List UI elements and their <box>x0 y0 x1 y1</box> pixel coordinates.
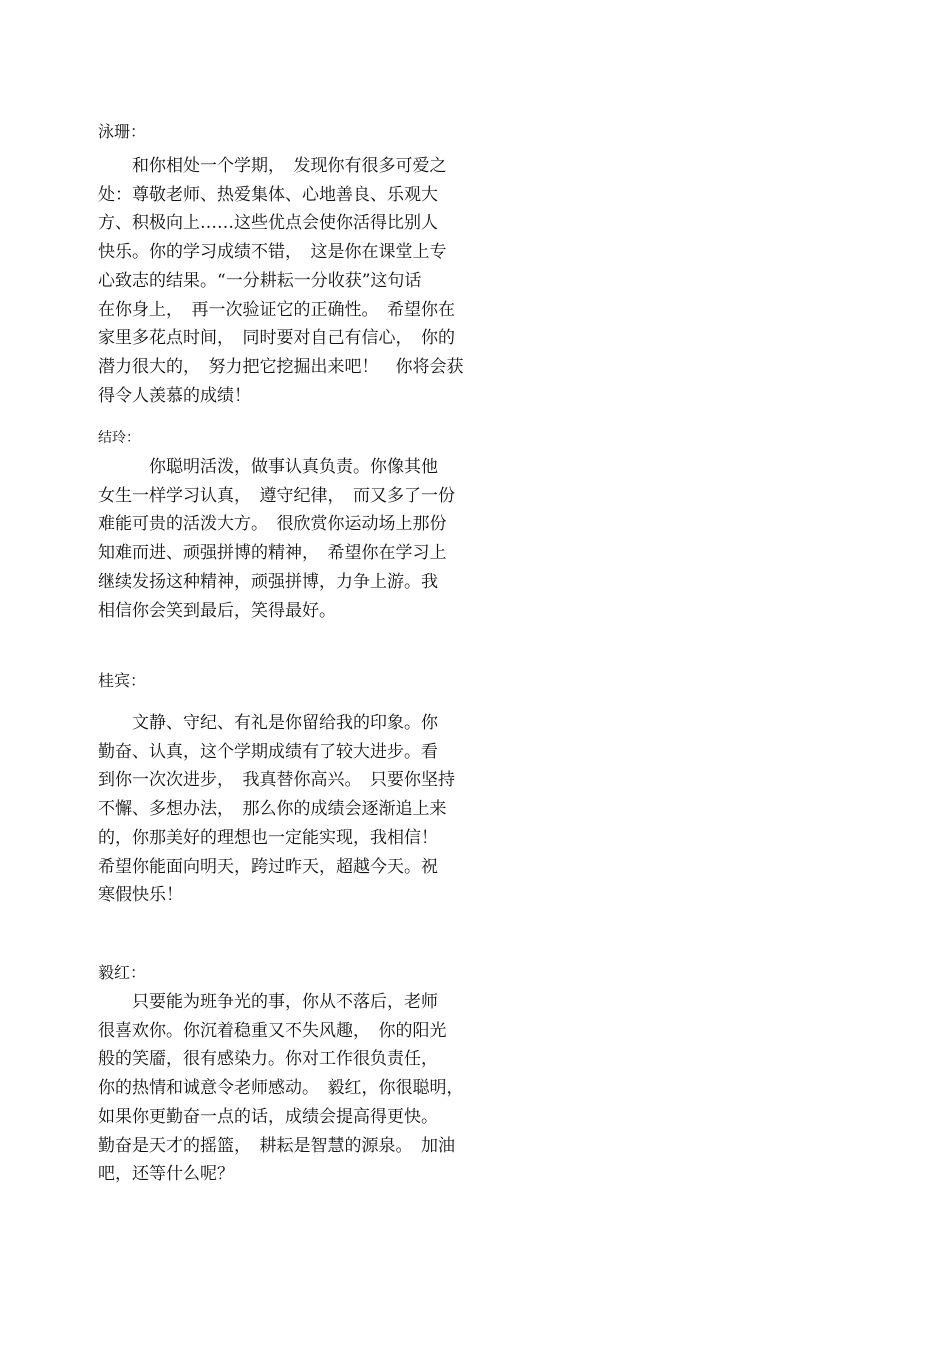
comment-paragraph <box>98 152 476 410</box>
text-line: 快乐。你的学习成绩不错， 这是你在课堂上专 <box>98 242 447 263</box>
student-name: 泳珊： <box>98 122 147 141</box>
student-name: 结玲： <box>98 430 140 446</box>
text-line: 寒假快乐！ <box>98 885 183 906</box>
text-line: 潜力很大的， 努力把它挖掘出来吧！ 你将会获 <box>98 356 464 377</box>
text-line: 处：尊敬老师、热爱集体、心地善良、乐观大 <box>98 184 438 205</box>
text-line: 不懈、多想办法， 那么你的成绩会逐渐追上来 <box>98 799 447 820</box>
text-line: 女生一样学习认真， 遵守纪律， 而又多了一份 <box>98 485 455 506</box>
text-line: 只要能为班争光的事，你从不落后，老师 <box>98 992 438 1012</box>
text-line: 在你身上， 再一次验证它的正确性。 希望你在 <box>98 299 455 320</box>
comment-paragraph <box>98 453 476 625</box>
text-line: 很喜欢你。你沉着稳重又不失风趣， 你的阳光 <box>98 1020 447 1041</box>
text-line: 到你一次次进步， 我真替你高兴。 只要你坚持 <box>98 770 455 791</box>
comment-paragraph <box>98 988 476 1189</box>
text-line: 心致志的结果。“一分耕耘一分收获”这句话 <box>98 270 422 291</box>
text-line: 知难而进、顽强拼博的精神， 希望你在学习上 <box>98 543 447 564</box>
student-name: 毅红： <box>98 963 147 982</box>
text-line: 你聪明活泼，做事认真负责。你像其他 <box>98 457 438 477</box>
text-line: 勤奋是天才的摇篮， 耕耘是智慧的源泉。 加油 <box>98 1135 455 1156</box>
text-line: 勤奋、认真，这个学期成绩有了较大进步。看 <box>98 741 438 762</box>
text-line: 继续发扬这种精神，顽强拼博，力争上游。我 <box>98 571 438 592</box>
text-line: 文静、守纪、有礼是你留给我的印象。你 <box>98 713 438 733</box>
text-line: 你的热情和诚意令老师感动。 毅红，你很聪明， <box>98 1078 464 1099</box>
text-line: 得令人羡慕的成绩！ <box>98 385 251 406</box>
text-line: 吧，还等什么呢？ <box>98 1164 234 1185</box>
text-line: 难能可贵的活泼大方。 很欣赏你运动场上那份 <box>98 514 447 535</box>
comment-paragraph <box>98 709 476 910</box>
text-line: 相信你会笑到最后，笑得最好。 <box>98 600 336 621</box>
text-line: 如果你更勤奋一点的话，成绩会提高得更快。 <box>98 1106 438 1127</box>
text-line: 般的笑靥，很有感染力。你对工作很负责任， <box>98 1049 438 1070</box>
text-line: 和你相处一个学期， 发现你有很多可爱之 <box>98 156 447 176</box>
text-line: 的，你那美好的理想也一定能实现，我相信！ <box>98 827 438 848</box>
text-line: 方、积极向上……这些优点会使你活得比别人 <box>98 213 438 234</box>
text-line: 希望你能面向明天，跨过昨天，超越今天。祝 <box>98 856 438 877</box>
text-line: 家里多花点时间， 同时要对自己有信心， 你的 <box>98 328 455 349</box>
student-name: 桂宾： <box>98 671 147 690</box>
